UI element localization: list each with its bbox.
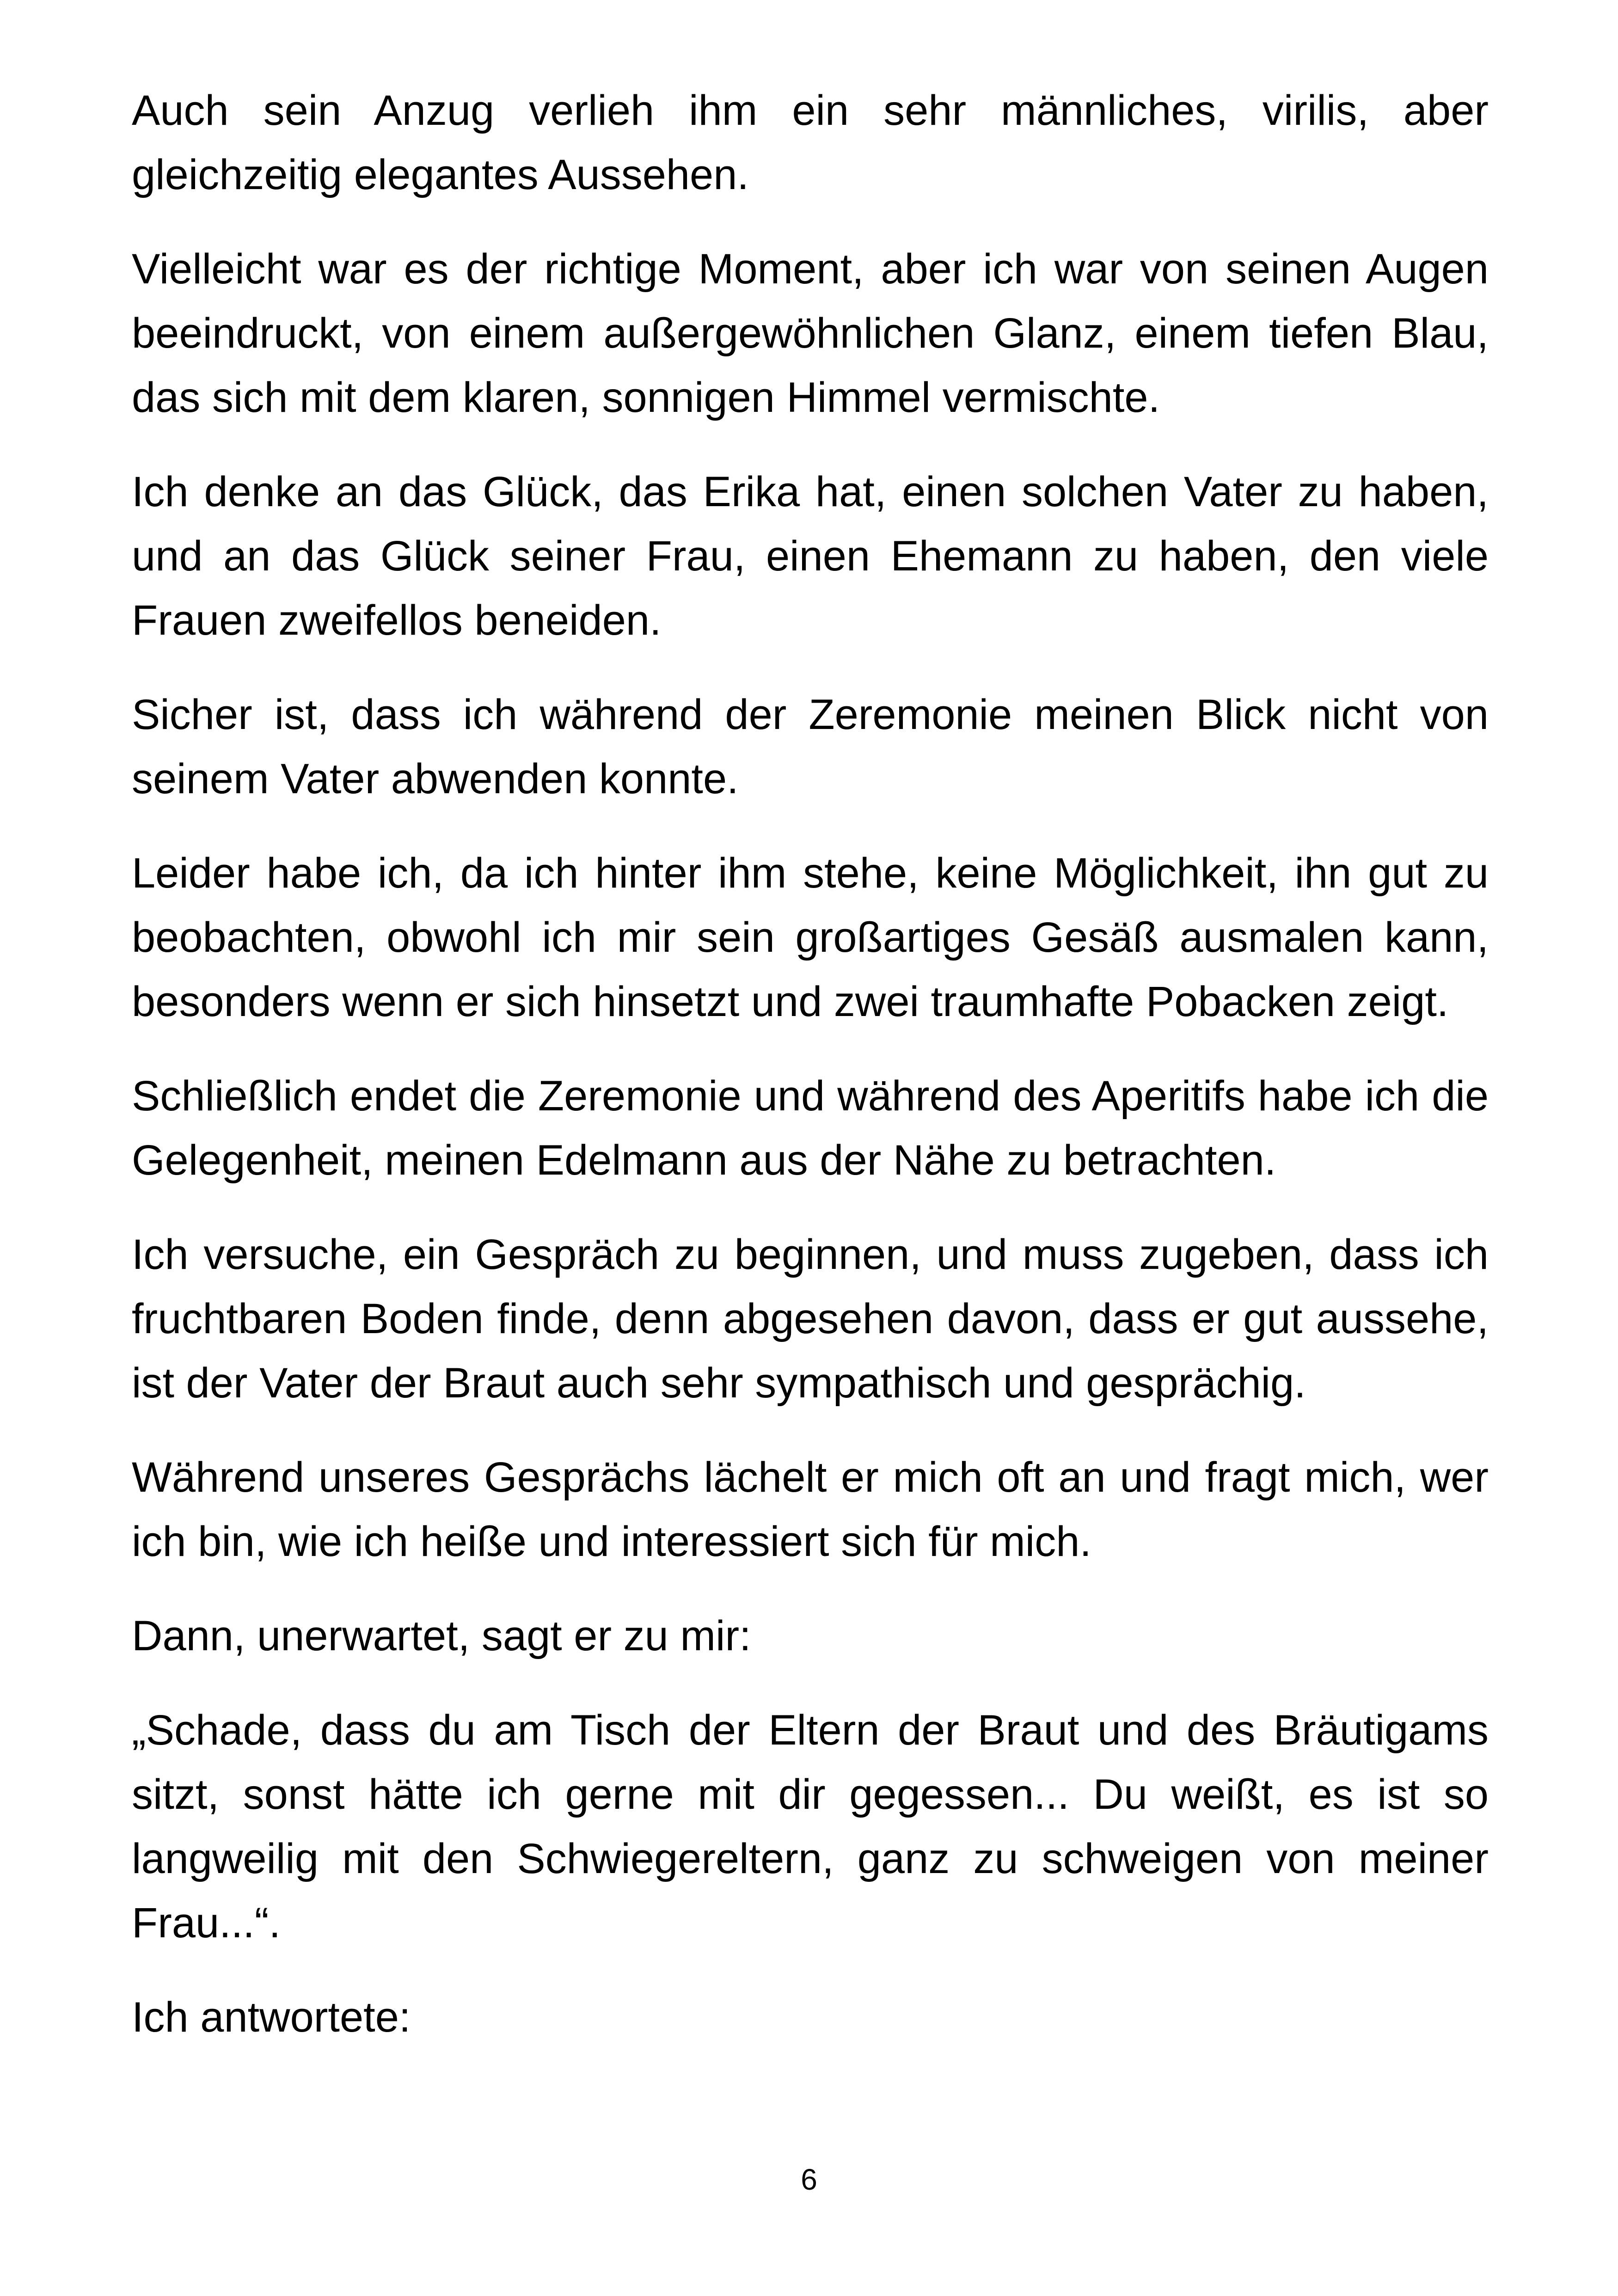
paragraph: Dann, unerwartet, sagt er zu mir: bbox=[132, 1612, 751, 1659]
page-number: 6 bbox=[801, 2163, 817, 2196]
paragraph: Leider habe ich, da ich hinter ihm stehe, keine Möglichkeit, ihn gut zu beobachten, obwohl ich mir sein großartiges Gesäß ausmalen kann, besonders wenn er sich hinsetzt und zwei traumhafte Pobacken zeigt. bbox=[132, 850, 1489, 1025]
paragraph: Ich versuche, ein Gespräch zu beginnen, und muss zugeben, dass ich fruchtbaren Boden finde, denn abgesehen davon, dass er gut aussehe, ist der Vater der Braut auch sehr sympathisch und gesprächig. bbox=[132, 1231, 1489, 1407]
paragraph: „Schade, dass du am Tisch der Eltern der Braut und des Bräutigams sitzt, sonst hätte ich gerne mit dir gegessen... Du weißt, es ist so langweilig mit den Schwiegereltern, ganz zu schweigen von meiner Frau...“. bbox=[132, 1707, 1489, 1947]
paragraph: Ich antwortete: bbox=[132, 1994, 411, 2041]
paragraph: Auch sein Anzug verlieh ihm ein sehr männliches, virilis, aber gleichzeitig elegantes Aussehen. bbox=[132, 87, 1489, 198]
paragraph: Schließlich endet die Zeremonie und während des Aperitifs habe ich die Gelegenheit, meinen Edelmann aus der Nähe zu betrachten. bbox=[132, 1072, 1489, 1184]
paragraph: Ich denke an das Glück, das Erika hat, einen solchen Vater zu haben, und an das Glück seiner Frau, einen Ehemann zu haben, den viele Frauen zweifellos beneiden. bbox=[132, 468, 1489, 644]
paragraph: Vielleicht war es der richtige Moment, aber ich war von seinen Augen beeindruckt, von einem außergewöhnlichen Glanz, einem tiefen Blau, das sich mit dem klaren, sonnigen Himmel vermischte. bbox=[132, 245, 1489, 421]
paragraph: Sicher ist, dass ich während der Zeremonie meinen Blick nicht von seinem Vater abwenden konnte. bbox=[132, 691, 1489, 802]
body-text bbox=[132, 79, 1489, 2080]
paragraph: Während unseres Gesprächs lächelt er mich oft an und fragt mich, wer ich bin, wie ich heiße und interessiert sich für mich. bbox=[132, 1454, 1489, 1565]
